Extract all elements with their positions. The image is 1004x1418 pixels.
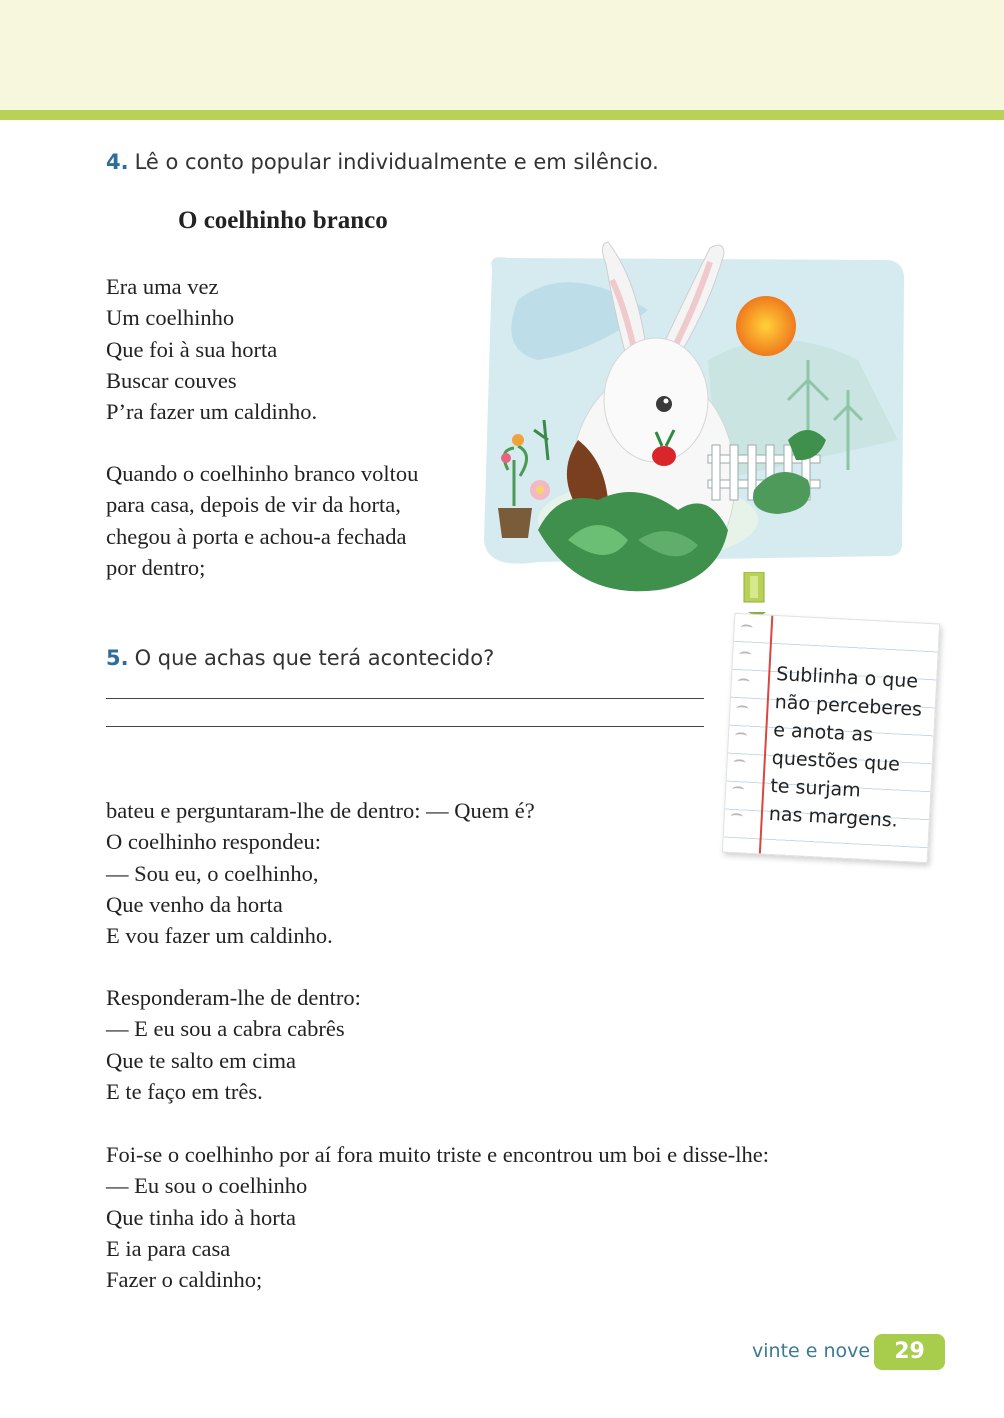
story-line: E ia para casa bbox=[106, 1235, 231, 1261]
question-5-number: 5. bbox=[106, 646, 129, 670]
story-line: para casa, depois de vir da horta, bbox=[106, 492, 401, 518]
story-line: — Eu sou o coelhinho bbox=[106, 1173, 308, 1199]
story-line: Que tinha ido à horta bbox=[106, 1204, 296, 1230]
story-line: E te faço em três. bbox=[106, 1078, 263, 1104]
story-line: chegou à porta e achou-a fechada bbox=[106, 523, 407, 549]
page-number-badge: 29 bbox=[874, 1334, 945, 1370]
question-5 bbox=[106, 646, 494, 670]
question-4-text: Lê o conto popular individualmente e em silêncio. bbox=[134, 150, 659, 174]
story-line: Era uma vez bbox=[106, 274, 219, 299]
answer-line-1[interactable] bbox=[106, 698, 704, 699]
story-line: P’ra fazer um caldinho. bbox=[106, 399, 318, 425]
margin-note-card bbox=[722, 613, 940, 863]
story-line: Foi-se o coelhinho por aí fora muito triste e encontrou um boi e disse-lhe: bbox=[106, 1142, 769, 1167]
story-line: O coelhinho respondeu: bbox=[106, 829, 321, 855]
note-line: questões que bbox=[771, 746, 901, 776]
header-band bbox=[0, 0, 1004, 110]
story-line: Que foi à sua horta bbox=[106, 336, 278, 362]
question-4 bbox=[106, 150, 659, 174]
story-line: Responderam-lhe de dentro: bbox=[106, 985, 361, 1010]
story-line: E vou fazer um caldinho. bbox=[106, 923, 333, 949]
story-line: — Sou eu, o coelhinho, bbox=[106, 860, 319, 886]
stanza-3 bbox=[106, 795, 535, 951]
note-line: te surjam bbox=[769, 774, 862, 802]
story-line: Que venho da horta bbox=[106, 891, 283, 917]
note-text bbox=[768, 660, 933, 836]
rabbit-garden-illustration bbox=[478, 240, 908, 620]
note-line: não perceberes bbox=[774, 691, 923, 721]
story-line: Quando o coelhinho branco voltou bbox=[106, 461, 419, 486]
stanza-4 bbox=[106, 982, 361, 1107]
stanza-5 bbox=[106, 1139, 769, 1295]
story-title: O coelhinho branco bbox=[178, 207, 388, 234]
question-4-number: 4. bbox=[106, 150, 129, 174]
story-line: Que te salto em cima bbox=[106, 1047, 296, 1073]
note-line: Sublinha o que bbox=[775, 663, 919, 693]
note-line: nas margens. bbox=[768, 802, 899, 832]
header-rule bbox=[0, 110, 1004, 120]
story-line: Um coelhinho bbox=[106, 305, 235, 331]
story-line: Fazer o caldinho; bbox=[106, 1267, 263, 1293]
stanza-2 bbox=[106, 458, 418, 583]
note-binding-holes bbox=[729, 624, 754, 844]
stanza-1 bbox=[106, 271, 317, 427]
question-5-text: O que achas que terá acontecido? bbox=[134, 646, 495, 670]
story-line: — E eu sou a cabra cabrês bbox=[106, 1016, 345, 1042]
note-line: e anota as bbox=[772, 718, 874, 747]
story-line: por dentro; bbox=[106, 554, 206, 580]
story-line: Buscar couves bbox=[106, 367, 237, 393]
story-line: bateu e perguntaram-lhe de dentro: — Quem é? bbox=[106, 798, 535, 823]
answer-line-2[interactable] bbox=[106, 726, 704, 727]
page-number-words: vinte e nove bbox=[752, 1340, 871, 1362]
